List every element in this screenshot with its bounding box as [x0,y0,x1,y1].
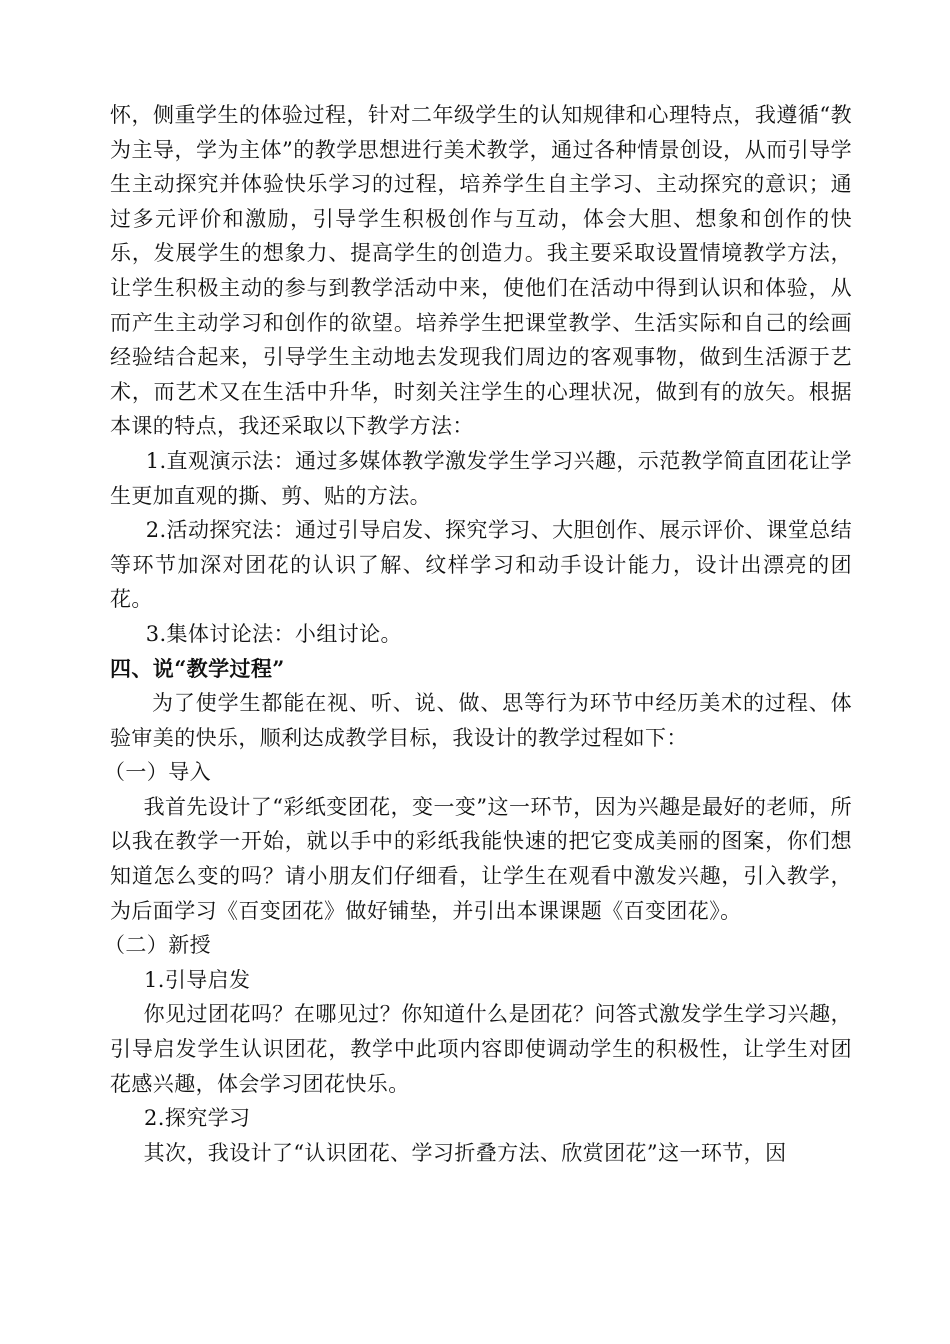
method-3-paragraph: 3.集体讨论法：小组讨论。 [145,621,402,646]
intro-paragraph: 怀，侧重学生的体验过程，针对二年级学生的认知规律和心理特点，我遵循“教为主导，学为主体”的教学思想进行美术教学，通过各种情景创设，从而引导学生主动探究并体验快乐学习的过程，培养学生自主学习、主动探究的意识；通过多元评价和激励，引导学生积极创作与互动，体会大胆、想象和创作的快乐，发展学生的想象力、提高学生的创造力。我主要采取设置情境教学方法，让学生积极主动的参与到教学活动中来，使他们在活动中得到认识和体验，从而产生主动学习和创作的欲望。培养学生把课堂教学、生活实际和自己的绘画经验结合起来，引导学生主动地去发现我们周边的客观事物，做到生活源于艺术，而艺术又在生活中升华，时刻关注学生的心理状况，做到有的放矢。根据本课的特点，我还采取以下教学方法： [110,103,852,439]
step-2-paragraph: 其次，我设计了“认识团花、学习折叠方法、欣赏团花”这一环节，因 [143,1140,787,1165]
part-1-paragraph: 我首先设计了“彩纸变团花，变一变”这一环节，因为兴趣是最好的老师，所以我在教学一开始，就以手中的彩纸我能快速的把它变成美丽的图案，你们想知道怎么变的吗？请小朋友们仔细看，让学生在观看中激发兴趣，引入教学，为后面学习《百变团花》做好铺垫，并引出本课课题《百变团花》。 [110,794,852,923]
section-4-intro-paragraph: 为了使学生都能在视、听、说、做、思等行为环节中经历美术的过程、体验审美的快乐，顺利达成教学目标，我设计的教学过程如下： [110,691,852,750]
method-2-paragraph: 2.活动探究法：通过引导启发、探究学习、大胆创作、展示评价、课堂总结等环节加深对团花的认识了解、纹样学习和动手设计能力，设计出漂亮的团花。 [110,518,852,612]
part-2-heading: （二）新授 [104,933,211,958]
part-1-heading: （一）导入 [104,760,211,785]
step-1-title: 1.引导启发 [144,967,251,992]
step-2-title: 2.探究学习 [144,1106,251,1131]
document-body [104,98,852,1170]
step-1-paragraph: 你见过团花吗？在哪见过？你知道什么是团花？问答式激发学生学习兴趣，引导启发学生认识团花，教学中此项内容即使调动学生的积极性，让学生对团花感兴趣，体会学习团花快乐。 [110,1002,852,1096]
section-4-heading: 四、说“教学过程” [110,655,285,681]
method-1-paragraph: 1.直观演示法：通过多媒体教学激发学生学习兴趣，示范教学简直团花让学生更加直观的撕、剪、贴的方法。 [110,448,852,508]
